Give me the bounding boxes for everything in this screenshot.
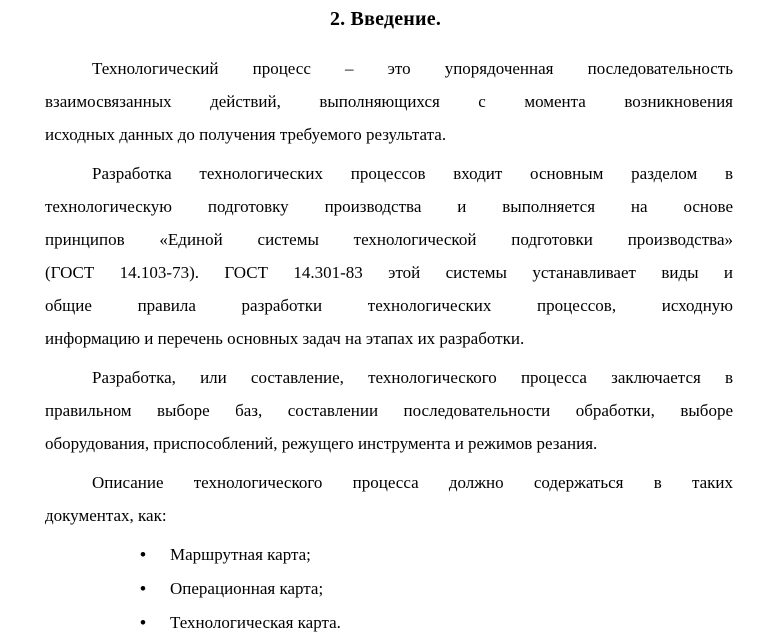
list-item bbox=[140, 538, 733, 572]
paragraph-line: оборудования, приспособлений, режущего инструмента и режимов резания. bbox=[45, 434, 598, 453]
paragraph-line: взаимосвязанных действий, выполняющихся с момента возникновения bbox=[45, 92, 733, 111]
bullet-icon: • bbox=[140, 545, 146, 564]
bullet-icon: • bbox=[140, 579, 146, 598]
bullet-icon: • bbox=[140, 613, 146, 632]
list-item-text: Маршрутная карта; bbox=[170, 545, 311, 564]
paragraph-line: Разработка, или составление, технологического процесса заключается в bbox=[92, 368, 733, 387]
paragraph-line: Технологический процесс – это упорядоченная последовательность bbox=[92, 59, 733, 78]
document-body bbox=[45, 52, 733, 640]
paragraph-line: технологическую подготовку производства и выполняется на основе bbox=[45, 197, 733, 216]
list-item bbox=[140, 572, 733, 606]
paragraph-line: Описание технологического процесса должно содержаться в таких bbox=[92, 473, 733, 492]
document-types-list bbox=[45, 538, 733, 640]
paragraph-line: информацию и перечень основных задач на этапах их разработки. bbox=[45, 329, 525, 348]
paragraph-line: (ГОСТ 14.103-73). ГОСТ 14.301-83 этой системы устанавливает виды и bbox=[45, 263, 733, 282]
paragraph bbox=[45, 52, 733, 151]
paragraph bbox=[45, 466, 733, 532]
paragraph-line: исходных данных до получения требуемого результата. bbox=[45, 125, 447, 144]
paragraph-line: общие правила разработки технологических процессов, исходную bbox=[45, 296, 733, 315]
page-title: 2. Введение. bbox=[329, 8, 442, 30]
paragraph-line: Разработка технологических процессов входит основным разделом в bbox=[92, 164, 733, 183]
paragraph bbox=[45, 157, 733, 355]
list-item bbox=[140, 606, 733, 640]
list-item-text: Операционная карта; bbox=[170, 579, 324, 598]
paragraph-line: принципов «Единой системы технологической подготовки производства» bbox=[45, 230, 733, 249]
paragraph-line: документах, как: bbox=[45, 506, 167, 525]
list-item-text: Технологическая карта. bbox=[170, 613, 341, 632]
paragraph bbox=[45, 361, 733, 460]
paragraph-line: правильном выборе баз, составлении последовательности обработки, выборе bbox=[45, 401, 733, 420]
